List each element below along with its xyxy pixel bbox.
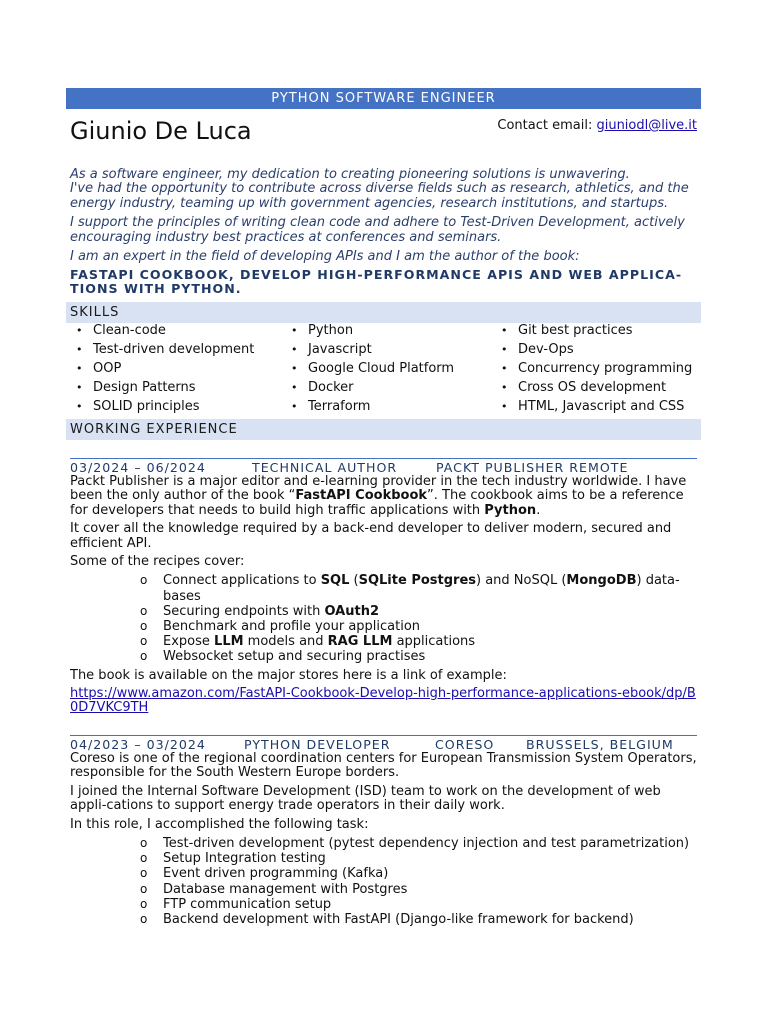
job-1-paragraph-1 — [70, 475, 700, 518]
contact-label: Contact email: — [497, 118, 597, 133]
text-run: . — [536, 502, 541, 518]
text-run: applications — [392, 634, 476, 650]
job-2-company: CORESO — [435, 737, 495, 752]
skill-item: • Clean-code — [70, 321, 285, 340]
list-item — [70, 634, 700, 649]
skill-item: • Test-driven development — [70, 340, 285, 359]
text-run: Securing endpoints with — [163, 603, 325, 619]
text-run: ) data-bases — [163, 573, 680, 604]
job-2-paragraph-3: In this role, I accomplished the following task: — [70, 816, 369, 832]
job-1-paragraph-4: The book is available on the major stores here is a link of example: — [70, 667, 507, 683]
book-store-link[interactable]: https://www.amazon.com/FastAPI-Cookbook-Develop-high-performance-applications-ebook/dp/B0D7VKC9TH — [70, 686, 696, 716]
text-run-bold: SQL — [320, 573, 350, 589]
job-2-description — [70, 752, 700, 931]
text-run-bold: MongoDB — [566, 573, 637, 589]
summary-paragraph-2: I support the principles of writing clean code and adhere to Test-Driven Development, actively encouraging industry best practices at conferences and seminars. — [70, 215, 685, 245]
skill-item: • OOP — [70, 359, 285, 378]
tasks-list — [70, 836, 700, 927]
job-2-dates: 04/2023 – 03/2024 — [70, 737, 206, 752]
summary-line-2: I've had the opportunity to contribute across diverse fields such as research, athletics, and the energy industry, teaming up with government agencies, research institutions, and startups. — [70, 181, 689, 211]
skill-item: • Design Patterns — [70, 378, 285, 397]
skills-column-2 — [285, 321, 495, 416]
list-item — [70, 573, 700, 603]
job-divider — [70, 735, 697, 736]
text-run: ( — [349, 573, 359, 589]
text-run: Connect applications to — [163, 573, 321, 589]
text-run: models and — [243, 634, 328, 650]
text-run: ”. The cookbook aims to be a reference for developers that needs to build high traffic applications with — [70, 488, 684, 518]
job-title-banner — [66, 88, 701, 109]
summary-line-1: As a software engineer, my dedication to creating pioneering solutions is unwavering. — [70, 167, 630, 182]
skill-item: • Python — [285, 321, 495, 340]
job-1-company: PACKT PUBLISHER REMOTE — [436, 460, 629, 475]
job-2-paragraph-2: I joined the Internal Software Development (ISD) team to work on the development of web appli-cations to support energy trade operators in their daily work. — [70, 783, 661, 814]
text-run-bold: SQLite Postgres — [358, 573, 477, 589]
job-divider — [70, 458, 697, 459]
job-2-role: PYTHON DEVELOPER — [244, 737, 391, 752]
skill-item: • SOLID principles — [70, 397, 285, 416]
skill-item: • Docker — [285, 378, 495, 397]
skill-item: • Git best practices — [495, 321, 700, 340]
skills-heading-bar — [66, 302, 701, 323]
contact-email-link[interactable]: giuniodl@live.it — [596, 118, 697, 133]
job-1-role: TECHNICAL AUTHOR — [252, 460, 398, 475]
summary-paragraph-3: I am an expert in the field of developing APIs and I am the author of the book: — [70, 249, 580, 265]
list-item: o Backend development with FastAPI (Django-like framework for backend) — [70, 912, 700, 927]
skills-column-3 — [495, 321, 700, 416]
experience-heading-bar — [66, 419, 701, 440]
job-1-paragraph-3: Some of the recipes cover: — [70, 554, 245, 570]
list-item: o Benchmark and profile your application — [70, 619, 700, 634]
job-1-description — [70, 475, 700, 720]
job-1-link-paragraph — [70, 687, 700, 716]
summary-paragraph-1 — [70, 168, 700, 211]
candidate-name: Giunio De Luca — [70, 117, 252, 145]
skill-item: • Google Cloud Platform — [285, 359, 495, 378]
text-run-bold: LLM — [214, 634, 244, 650]
text-run: Packt Publisher is a major editor and e-learning provider in the tech industry worldwide. I have been the only author of the book “ — [70, 474, 687, 504]
skill-item: • Cross OS development — [495, 378, 700, 397]
summary-section — [70, 168, 700, 269]
text-run: ) and NoSQL ( — [476, 573, 567, 589]
job-1-dates: 03/2024 – 06/2024 — [70, 460, 206, 475]
text-run: Expose — [163, 634, 215, 650]
skills-column-1 — [70, 321, 285, 416]
skills-grid — [70, 321, 700, 416]
skill-item: • Concurrency programming — [495, 359, 700, 378]
contact-info — [497, 117, 697, 135]
skill-item: • Terraform — [285, 397, 495, 416]
skill-item: • Dev-Ops — [495, 340, 700, 359]
text-run-bold: RAG LLM — [327, 634, 393, 650]
list-item: o Database management with Postgres — [70, 882, 700, 897]
skill-item: • Javascript — [285, 340, 495, 359]
skill-item: • HTML, Javascript and CSS — [495, 397, 700, 416]
job-2-location: BRUSSELS, BELGIUM — [526, 737, 674, 752]
list-item: o Test-driven development (pytest dependency injection and test parametrization) — [70, 836, 700, 851]
book-name: FastAPI Cookbook — [295, 488, 428, 504]
book-title: FASTAPI COOKBOOK, DEVELOP HIGH-PERFORMANCE APIS AND WEB APPLICA-TIONS WITH PYTHON. — [70, 267, 683, 296]
skills-heading: SKILLS — [70, 305, 120, 320]
list-item: o Setup Integration testing — [70, 851, 700, 866]
job-2-paragraph-1: Coreso is one of the regional coordination centers for European Transmission System Operators, responsible for the South Western Europe borders. — [70, 751, 697, 781]
banner-title: PYTHON SOFTWARE ENGINEER — [271, 91, 496, 106]
list-item: o Websocket setup and securing practises — [70, 649, 700, 664]
recipes-list — [70, 573, 700, 664]
text-run-bold: OAuth2 — [324, 603, 380, 619]
list-item — [70, 604, 700, 619]
job-1-paragraph-2: It cover all the knowledge required by a back-end developer to deliver modern, secured and efficient API. — [70, 521, 672, 551]
language-name: Python — [484, 502, 537, 518]
list-item: o Event driven programming (Kafka) — [70, 866, 700, 881]
list-item: o FTP communication setup — [70, 897, 700, 912]
experience-heading: WORKING EXPERIENCE — [70, 422, 238, 437]
